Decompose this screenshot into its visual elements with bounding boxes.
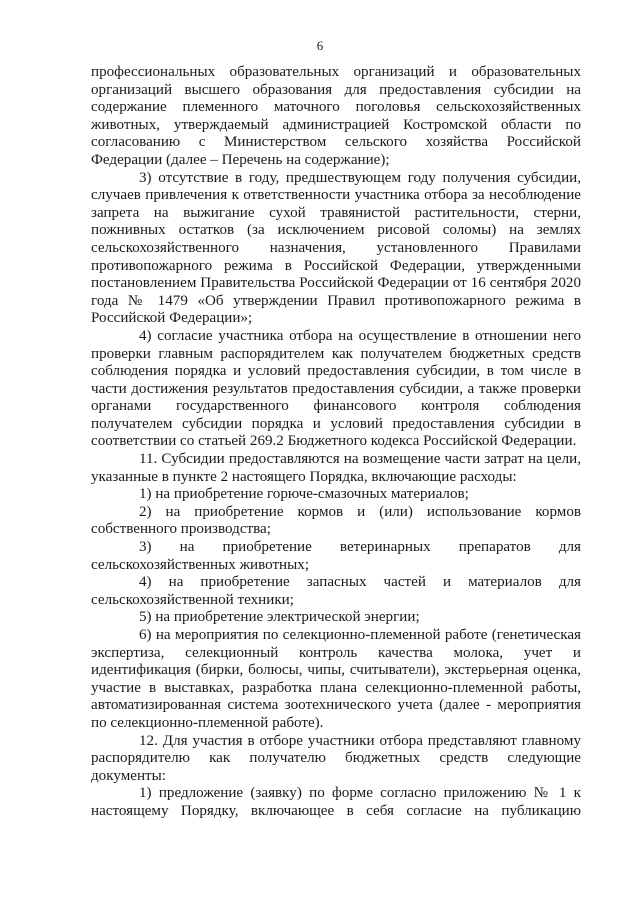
paragraph-section-11: 11. Субсидии предоставляются на возмещение части затрат на цели, указанные в пункте 2 настоящего Порядка, включающие расходы: (91, 451, 581, 485)
paragraph-section-12-item-1: 1) предложение (заявку) по форме согласно приложению № 1 к настоящему Порядку, включающее в себя согласие на публикацию (91, 785, 581, 819)
paragraph-item-3: 3) отсутствие в году, предшествующем году получения субсидии, случаев привлечения к ответственности участника отбора за несоблюдение запрета на выжигание сухой травянистой растительности, стерни, пожнивных остатков (за исключением рисовой соломы) на землях сельскохозяйственного назначения, установленного Правилами противопожарного режима в Российской Федерации, утвержденными постановлением Правительства Российской Федерации от 16 сентября 2020 года № 1479 «Об утверждении Правил противопожарного режима в Российской Федерации»; (91, 169, 581, 327)
list-item-6: 6) на мероприятия по селекционно-племенной работе (генетическая экспертиза, селекционный контроль качества молока, учет и идентификация (бирки, болюсы, чипы, считыватели), экстерьерная оценка, участие в выставках, разработка плана селекционно-племенной работы, автоматизированная система зоотехнического учета (далее - мероприятия по селекционно-племенной работе). (91, 627, 581, 731)
list-item-3: 3) на приобретение ветеринарных препаратов для сельскохозяйственных животных; (91, 539, 581, 573)
page-number: 6 (316, 38, 324, 53)
paragraph-section-12: 12. Для участия в отборе участники отбора представляют главному распорядителю как получателю бюджетных средств следующие документы: (91, 732, 581, 784)
paragraph-item-4: 4) согласие участника отбора на осуществление в отношении него проверки главным распорядителем как получателем бюджетных средств соблюдения порядка и условий предоставления субсидии, в том числе в части достижения результатов предоставления субсидии, а также проверки органами государственного финансового контроля соблюдения получателем субсидии порядка и условий предоставления субсидии в соответствии со статьей 269.2 Бюджетного кодекса Российской Федерации. (91, 327, 581, 450)
document-body (91, 64, 581, 821)
list-item-1: 1) на приобретение горюче-смазочных материалов; (139, 486, 469, 503)
paragraph-intro-continuation: профессиональных образовательных организаций и образовательных организаций высшего образования для предоставления субсидии на содержание племенного маточного поголовья сельскохозяйственных животных, утверждаемый администрацией Костромской области по согласованию с Министерством сельского хозяйства Российской Федерации (далее – Перечень на содержание); (91, 64, 581, 168)
list-item-4: 4) на приобретение запасных частей и материалов для сельскохозяйственной техники; (91, 574, 581, 608)
list-item-5: 5) на приобретение электрической энергии; (139, 609, 420, 626)
list-item-2: 2) на приобретение кормов и (или) использование кормов собственного производства; (91, 503, 581, 538)
